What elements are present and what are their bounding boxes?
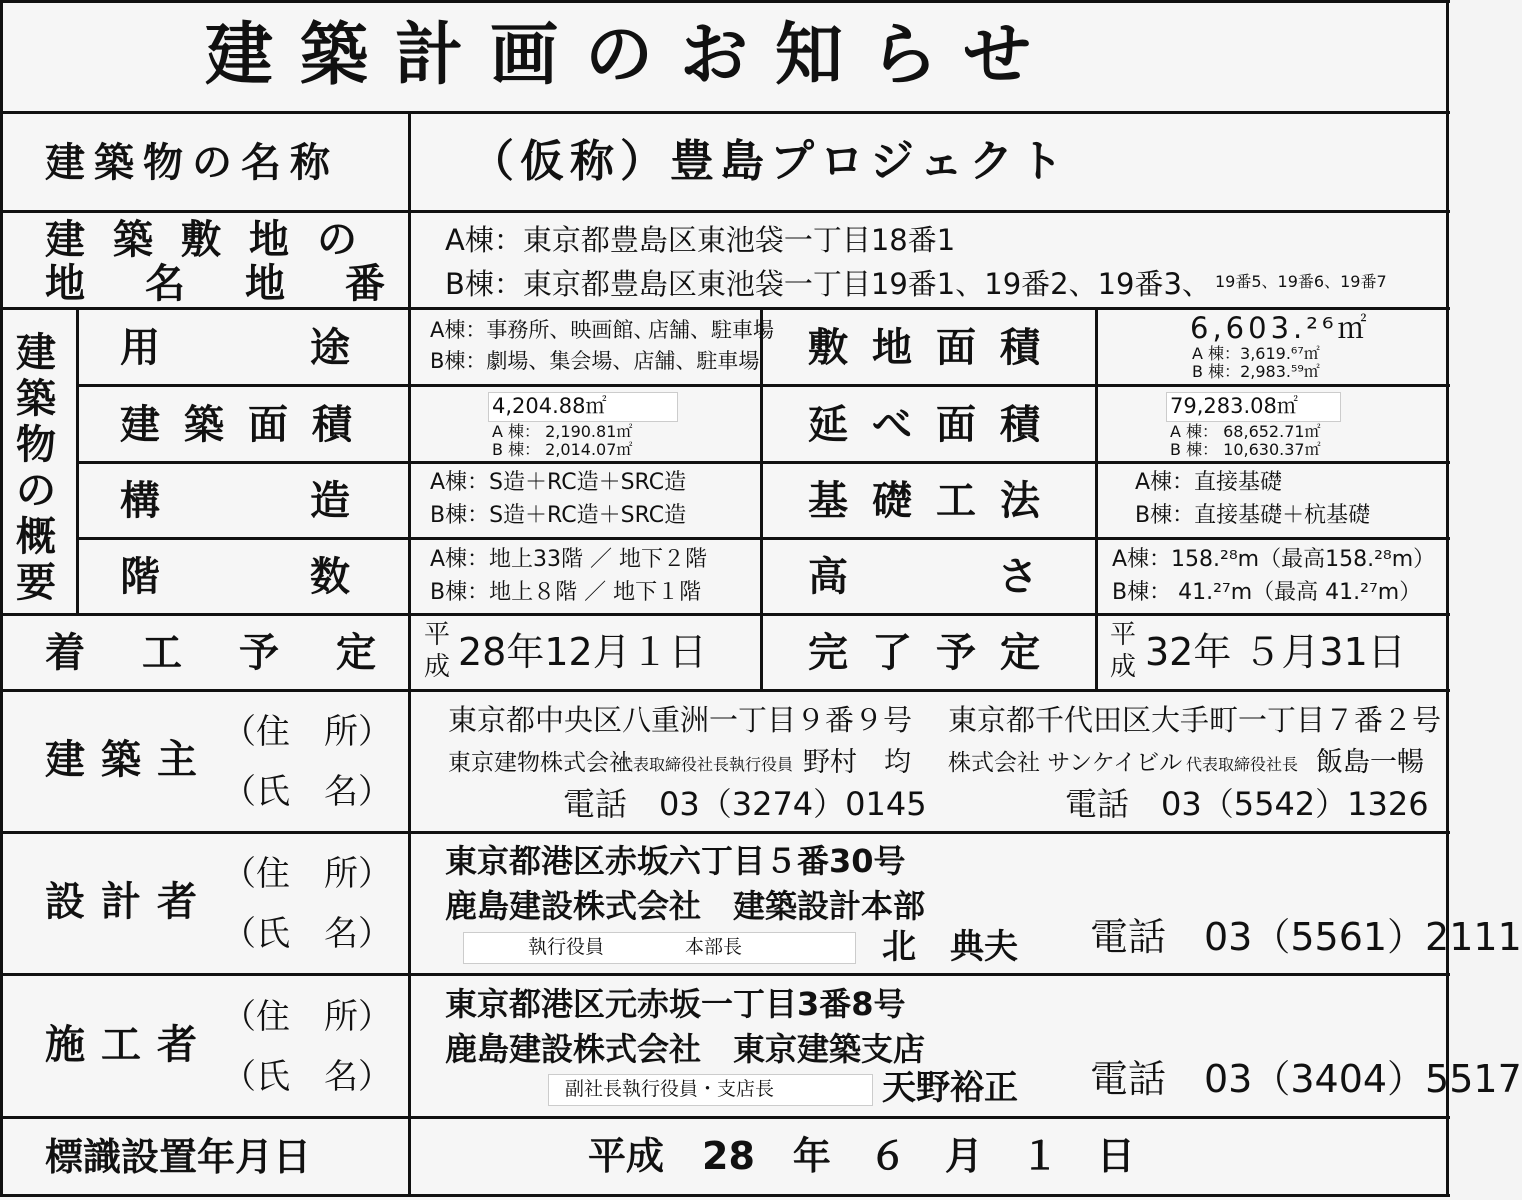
builder-address: 東京都港区元赤坂一丁目3番8号 (445, 985, 906, 1023)
rule-name (0, 210, 1450, 213)
rule-owner (0, 831, 1450, 834)
start-era-top: 平 (424, 620, 451, 650)
site-label-1: 建築敷地の (45, 217, 385, 263)
end-date: 32年 ５月31日 (1145, 630, 1406, 674)
floor-area-label: 延べ面積 (808, 402, 1064, 448)
designer-title-1: 執行役員 (528, 936, 605, 958)
owner1-tel: 電話 03（3274）0145 (563, 785, 927, 823)
site-line-b-small: 19番5、19番6、19番7 (1215, 272, 1387, 291)
builder-tel: 電話 03（3404）5517 (1090, 1057, 1522, 1101)
border-bottom (0, 1194, 1450, 1197)
rule-use (78, 384, 1450, 387)
owner2-tel: 電話 03（5542）1326 (1065, 785, 1429, 823)
rule-area (78, 461, 1450, 464)
owner1-company: 東京建物株式会社 (448, 750, 632, 776)
owner1-title: 代表取締役社長執行役員 (617, 755, 794, 774)
border-right (1446, 0, 1449, 1197)
builder-company: 鹿島建設株式会社 東京建築支店 (445, 1030, 926, 1068)
building-area-label: 建築面積 (120, 402, 376, 448)
building-area-a: A 棟： 2,190.81㎡ (492, 422, 633, 441)
height-a: A棟：158.²⁸m（最高158.²⁸m） (1112, 547, 1436, 572)
end-era-bottom: 成 (1110, 652, 1137, 682)
structure-label: 構造 (120, 478, 500, 524)
owner-name-label: （氏 名） (222, 772, 392, 812)
site-area-a: A 棟：3,619.⁶⁷㎡ (1192, 344, 1320, 363)
owner-label: 建築主 (45, 737, 213, 783)
site-line-b: B棟：東京都豊島区東池袋一丁目19番1、19番2、19番3、 (445, 267, 1211, 301)
floor-area-a: A 棟： 68,652.71㎡ (1170, 422, 1321, 441)
rule-floors (0, 613, 1450, 616)
name-label: 建築物の名称 (45, 140, 339, 186)
builder-label: 施工者 (45, 1022, 213, 1068)
site-area-total: 6,603.²⁶㎡ (1190, 311, 1371, 345)
site-area-label: 敷地面積 (808, 325, 1064, 371)
posted-label: 標識設置年月日 (45, 1135, 312, 1179)
owner1-address: 東京都中央区八重洲一丁目９番９号 (448, 703, 913, 737)
use-b: B棟：劇場、集会場、店舗、駐車場 (430, 349, 760, 373)
use-a: A棟：事務所、映画館、 (430, 318, 655, 342)
designer-name-label: （氏 名） (222, 914, 392, 954)
owner-addr-label: （住 所） (222, 712, 392, 752)
rule-right-column (1095, 307, 1098, 692)
foundation-a: A棟：直接基礎 (1135, 470, 1283, 495)
owner2-person: 飯島一暢 (1316, 747, 1424, 778)
rule-designer (0, 973, 1450, 976)
rule-site (0, 307, 1450, 310)
border-left (0, 0, 3, 1197)
start-label: 着工予定 (45, 630, 433, 676)
start-date: 28年12月１日 (458, 630, 707, 674)
floor-area-total: 79,283.08㎡ (1170, 394, 1298, 418)
height-b: B棟： 41.²⁷m（最高 41.²⁷m） (1112, 580, 1422, 605)
rule-schedule (0, 689, 1450, 692)
foundation-label: 基礎工法 (808, 478, 1064, 524)
rule-overview-side (76, 307, 79, 616)
owner1-person: 野村 均 (803, 747, 911, 778)
owner2-title: 代表取締役社長 (1186, 755, 1299, 774)
border-top (0, 0, 1450, 3)
use-label: 用途 (120, 325, 500, 371)
builder-name-label: （氏 名） (222, 1057, 392, 1097)
designer-label: 設計者 (45, 879, 213, 925)
builder-person: 天野裕正 (882, 1068, 1018, 1108)
builder-addr-label: （住 所） (222, 997, 392, 1037)
designer-company: 鹿島建設株式会社 建築設計本部 (445, 887, 926, 925)
page-title: 建築計画のお知らせ (205, 16, 1058, 95)
designer-title-plate (463, 932, 856, 964)
floors-a: A棟：地上33階 ／ 地下２階 (430, 547, 708, 572)
rule-title (0, 111, 1450, 114)
designer-tel: 電話 03（5561）2111 (1090, 915, 1522, 959)
end-era-top: 平 (1110, 620, 1137, 650)
floors-b: B棟：地上８階 ／ 地下１階 (430, 580, 702, 605)
rule-structure (78, 537, 1450, 540)
building-area-total: 4,204.88㎡ (492, 394, 607, 418)
site-area-b: B 棟：2,983.⁵⁹㎡ (1192, 362, 1320, 381)
site-line-a: A棟：東京都豊島区東池袋一丁目18番1 (445, 223, 956, 257)
builder-title: 副社長執行役員・支店長 (565, 1078, 775, 1100)
structure-a: A棟：S造＋RC造＋SRC造 (430, 470, 687, 495)
owner2-address: 東京都千代田区大手町一丁目７番２号 (948, 703, 1442, 737)
site-label-2: 地名地番 (45, 261, 445, 307)
start-era-bottom: 成 (424, 652, 451, 682)
rule-mid-column (760, 307, 763, 692)
floor-area-b: B 棟： 10,630.37㎡ (1170, 440, 1321, 459)
rule-builder (0, 1116, 1450, 1119)
building-area-b: B 棟： 2,014.07㎡ (492, 440, 633, 459)
owner2-company: 株式会社 サンケイビル (948, 750, 1183, 776)
designer-person: 北 典夫 (882, 927, 1018, 967)
use-a-extra: 店舗、駐車場 (648, 318, 774, 342)
designer-addr-label: （住 所） (222, 854, 392, 894)
structure-b: B棟：S造＋RC造＋SRC造 (430, 503, 687, 528)
height-label: 高さ (808, 554, 1188, 600)
designer-title-2: 本部長 (685, 936, 743, 958)
floors-label: 階数 (120, 554, 500, 600)
foundation-b: B棟：直接基礎＋杭基礎 (1135, 503, 1371, 528)
designer-address: 東京都港区赤坂六丁目５番30号 (445, 842, 906, 880)
name-value: （仮称）豊島プロジェクト (470, 136, 1070, 187)
overview-side-label: 建築物の概要 (16, 330, 56, 606)
posted-value: 平成 28 年 ６ 月 １ 日 (588, 1134, 1135, 1178)
end-label: 完了予定 (808, 630, 1064, 676)
